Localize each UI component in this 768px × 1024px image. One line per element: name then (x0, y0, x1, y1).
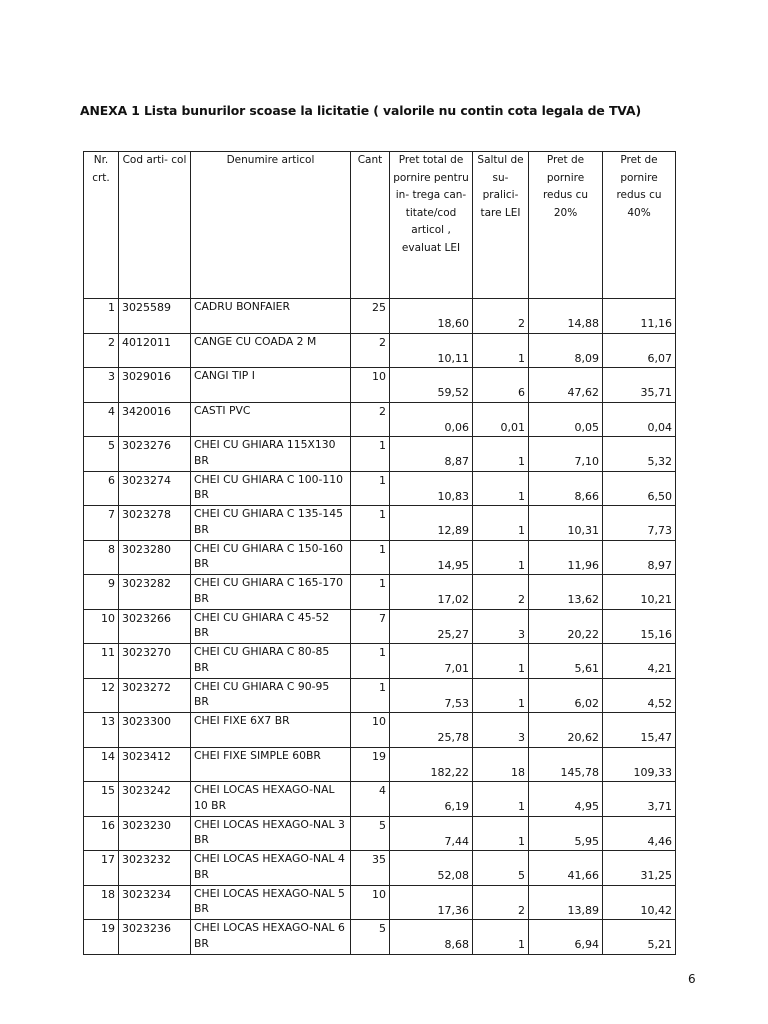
price-reduced-40: 109,33 (603, 747, 676, 782)
price-reduced-20: 5,95 (529, 816, 603, 851)
row-number: 3 (84, 368, 119, 403)
total-start-price: 10,11 (390, 333, 473, 368)
article-name: CHEI LOCAS HEXAGO-NAL 3 BR (191, 816, 351, 851)
row-number: 18 (84, 885, 119, 920)
article-code: 3023276 (119, 437, 191, 472)
row-number: 14 (84, 747, 119, 782)
quantity: 10 (351, 885, 390, 920)
total-start-price: 6,19 (390, 782, 473, 817)
bid-increment: 2 (473, 575, 529, 610)
header-denumire: Denumire articol (191, 152, 351, 299)
price-reduced-40: 7,73 (603, 506, 676, 541)
article-code: 3023234 (119, 885, 191, 920)
table-row (84, 782, 676, 817)
price-reduced-20: 4,95 (529, 782, 603, 817)
header-pret-total: Pret total de pornire pentru in- trega can- titate/cod articol , evaluat LEI (390, 152, 473, 299)
row-number: 5 (84, 437, 119, 472)
total-start-price: 182,22 (390, 747, 473, 782)
article-name: CHEI FIXE 6X7 BR (191, 713, 351, 748)
header-redus-40: Pret de pornire redus cu 40% (603, 152, 676, 299)
bid-increment: 1 (473, 816, 529, 851)
price-reduced-20: 41,66 (529, 851, 603, 886)
article-name: CHEI LOCAS HEXAGO-NAL 4 BR (191, 851, 351, 886)
row-number: 19 (84, 920, 119, 955)
article-name: CHEI LOCAS HEXAGO-NAL 5 BR (191, 885, 351, 920)
total-start-price: 17,36 (390, 885, 473, 920)
price-reduced-20: 145,78 (529, 747, 603, 782)
bid-increment: 18 (473, 747, 529, 782)
table-row (84, 333, 676, 368)
row-number: 12 (84, 678, 119, 713)
row-number: 16 (84, 816, 119, 851)
article-code: 3025589 (119, 299, 191, 334)
article-name: CHEI CU GHIARA C 90-95 BR (191, 678, 351, 713)
article-name: CHEI CU GHIARA C 150-160 BR (191, 540, 351, 575)
table-row (84, 368, 676, 403)
table-body (84, 299, 676, 955)
row-number: 2 (84, 333, 119, 368)
row-number: 11 (84, 644, 119, 679)
total-start-price: 8,68 (390, 920, 473, 955)
price-reduced-20: 8,09 (529, 333, 603, 368)
bid-increment: 1 (473, 920, 529, 955)
table-row (84, 885, 676, 920)
row-number: 17 (84, 851, 119, 886)
price-reduced-40: 4,21 (603, 644, 676, 679)
price-reduced-20: 13,62 (529, 575, 603, 610)
price-reduced-20: 6,02 (529, 678, 603, 713)
price-reduced-40: 10,42 (603, 885, 676, 920)
bid-increment: 1 (473, 678, 529, 713)
price-reduced-20: 10,31 (529, 506, 603, 541)
total-start-price: 7,44 (390, 816, 473, 851)
bid-increment: 2 (473, 885, 529, 920)
row-number: 9 (84, 575, 119, 610)
table-row (84, 575, 676, 610)
article-code: 3023412 (119, 747, 191, 782)
total-start-price: 7,01 (390, 644, 473, 679)
quantity: 4 (351, 782, 390, 817)
table-row (84, 644, 676, 679)
price-reduced-40: 10,21 (603, 575, 676, 610)
price-reduced-40: 8,97 (603, 540, 676, 575)
price-reduced-40: 15,16 (603, 609, 676, 644)
quantity: 5 (351, 920, 390, 955)
total-start-price: 8,87 (390, 437, 473, 472)
article-code: 3023236 (119, 920, 191, 955)
table-row (84, 851, 676, 886)
article-name: CHEI LOCAS HEXAGO-NAL 6 BR (191, 920, 351, 955)
bid-increment: 1 (473, 540, 529, 575)
bid-increment: 5 (473, 851, 529, 886)
table-row (84, 437, 676, 472)
quantity: 2 (351, 402, 390, 437)
price-reduced-20: 8,66 (529, 471, 603, 506)
article-name: CHEI CU GHIARA C 45-52 BR (191, 609, 351, 644)
row-number: 8 (84, 540, 119, 575)
price-reduced-40: 15,47 (603, 713, 676, 748)
quantity: 2 (351, 333, 390, 368)
table-row (84, 299, 676, 334)
article-code: 3023280 (119, 540, 191, 575)
quantity: 1 (351, 437, 390, 472)
bid-increment: 6 (473, 368, 529, 403)
row-number: 6 (84, 471, 119, 506)
price-reduced-40: 11,16 (603, 299, 676, 334)
article-code: 3023272 (119, 678, 191, 713)
page-number: 6 (688, 972, 696, 986)
article-name: CHEI CU GHIARA C 165-170 BR (191, 575, 351, 610)
table-row (84, 540, 676, 575)
table-row (84, 713, 676, 748)
bid-increment: 3 (473, 713, 529, 748)
price-reduced-20: 5,61 (529, 644, 603, 679)
total-start-price: 10,83 (390, 471, 473, 506)
row-number: 10 (84, 609, 119, 644)
header-redus-20: Pret de pornire redus cu 20% (529, 152, 603, 299)
bid-increment: 1 (473, 506, 529, 541)
header-nr: Nr. crt. (84, 152, 119, 299)
article-name: CHEI CU GHIARA C 100-110 BR (191, 471, 351, 506)
article-code: 3023278 (119, 506, 191, 541)
quantity: 25 (351, 299, 390, 334)
price-reduced-40: 5,32 (603, 437, 676, 472)
total-start-price: 59,52 (390, 368, 473, 403)
article-code: 4012011 (119, 333, 191, 368)
quantity: 19 (351, 747, 390, 782)
row-number: 15 (84, 782, 119, 817)
quantity: 5 (351, 816, 390, 851)
quantity: 1 (351, 471, 390, 506)
article-name: CHEI FIXE SIMPLE 60BR (191, 747, 351, 782)
quantity: 7 (351, 609, 390, 644)
total-start-price: 18,60 (390, 299, 473, 334)
bid-increment: 3 (473, 609, 529, 644)
article-code: 3023266 (119, 609, 191, 644)
table-row (84, 506, 676, 541)
article-name: CHEI CU GHIARA C 135-145 BR (191, 506, 351, 541)
price-reduced-20: 14,88 (529, 299, 603, 334)
bid-increment: 1 (473, 782, 529, 817)
table-row (84, 678, 676, 713)
header-cod: Cod arti- col (119, 152, 191, 299)
total-start-price: 7,53 (390, 678, 473, 713)
article-name: CASTI PVC (191, 402, 351, 437)
table-row (84, 609, 676, 644)
article-code: 3023274 (119, 471, 191, 506)
bid-increment: 1 (473, 333, 529, 368)
table-row (84, 471, 676, 506)
header-cant: Cant (351, 152, 390, 299)
article-name: CANGE CU COADA 2 M (191, 333, 351, 368)
total-start-price: 25,78 (390, 713, 473, 748)
bid-increment: 1 (473, 471, 529, 506)
article-code: 3023230 (119, 816, 191, 851)
table-row (84, 402, 676, 437)
price-reduced-40: 5,21 (603, 920, 676, 955)
quantity: 10 (351, 713, 390, 748)
price-reduced-40: 3,71 (603, 782, 676, 817)
total-start-price: 14,95 (390, 540, 473, 575)
quantity: 10 (351, 368, 390, 403)
price-reduced-40: 31,25 (603, 851, 676, 886)
bid-increment: 2 (473, 299, 529, 334)
table-header-row (84, 152, 676, 299)
document-title: ANEXA 1 Lista bunurilor scoase la licitatie ( valorile nu contin cota legala de TVA) (80, 103, 642, 118)
quantity: 1 (351, 678, 390, 713)
row-number: 4 (84, 402, 119, 437)
price-reduced-40: 6,07 (603, 333, 676, 368)
price-reduced-40: 4,52 (603, 678, 676, 713)
article-code: 3023300 (119, 713, 191, 748)
article-code: 3023282 (119, 575, 191, 610)
quantity: 1 (351, 506, 390, 541)
table-row (84, 920, 676, 955)
bid-increment: 1 (473, 644, 529, 679)
article-code: 3029016 (119, 368, 191, 403)
price-reduced-40: 35,71 (603, 368, 676, 403)
price-reduced-20: 0,05 (529, 402, 603, 437)
price-reduced-20: 20,22 (529, 609, 603, 644)
article-name: CANGI TIP I (191, 368, 351, 403)
row-number: 13 (84, 713, 119, 748)
total-start-price: 17,02 (390, 575, 473, 610)
article-name: CHEI LOCAS HEXAGO-NAL 10 BR (191, 782, 351, 817)
price-reduced-20: 20,62 (529, 713, 603, 748)
total-start-price: 25,27 (390, 609, 473, 644)
article-code: 3420016 (119, 402, 191, 437)
quantity: 1 (351, 644, 390, 679)
price-reduced-20: 6,94 (529, 920, 603, 955)
total-start-price: 12,89 (390, 506, 473, 541)
row-number: 1 (84, 299, 119, 334)
table-row (84, 747, 676, 782)
article-code: 3023232 (119, 851, 191, 886)
article-name: CHEI CU GHIARA 115X130 BR (191, 437, 351, 472)
bid-increment: 0,01 (473, 402, 529, 437)
quantity: 35 (351, 851, 390, 886)
article-code: 3023270 (119, 644, 191, 679)
article-code: 3023242 (119, 782, 191, 817)
price-reduced-40: 4,46 (603, 816, 676, 851)
total-start-price: 52,08 (390, 851, 473, 886)
price-reduced-40: 6,50 (603, 471, 676, 506)
auction-items-table (83, 151, 676, 955)
price-reduced-20: 47,62 (529, 368, 603, 403)
quantity: 1 (351, 540, 390, 575)
header-saltul: Saltul de su- pralici- tare LEI (473, 152, 529, 299)
article-name: CHEI CU GHIARA C 80-85 BR (191, 644, 351, 679)
table-row (84, 816, 676, 851)
quantity: 1 (351, 575, 390, 610)
price-reduced-20: 13,89 (529, 885, 603, 920)
price-reduced-20: 7,10 (529, 437, 603, 472)
bid-increment: 1 (473, 437, 529, 472)
price-reduced-20: 11,96 (529, 540, 603, 575)
total-start-price: 0,06 (390, 402, 473, 437)
article-name: CADRU BONFAIER (191, 299, 351, 334)
row-number: 7 (84, 506, 119, 541)
price-reduced-40: 0,04 (603, 402, 676, 437)
